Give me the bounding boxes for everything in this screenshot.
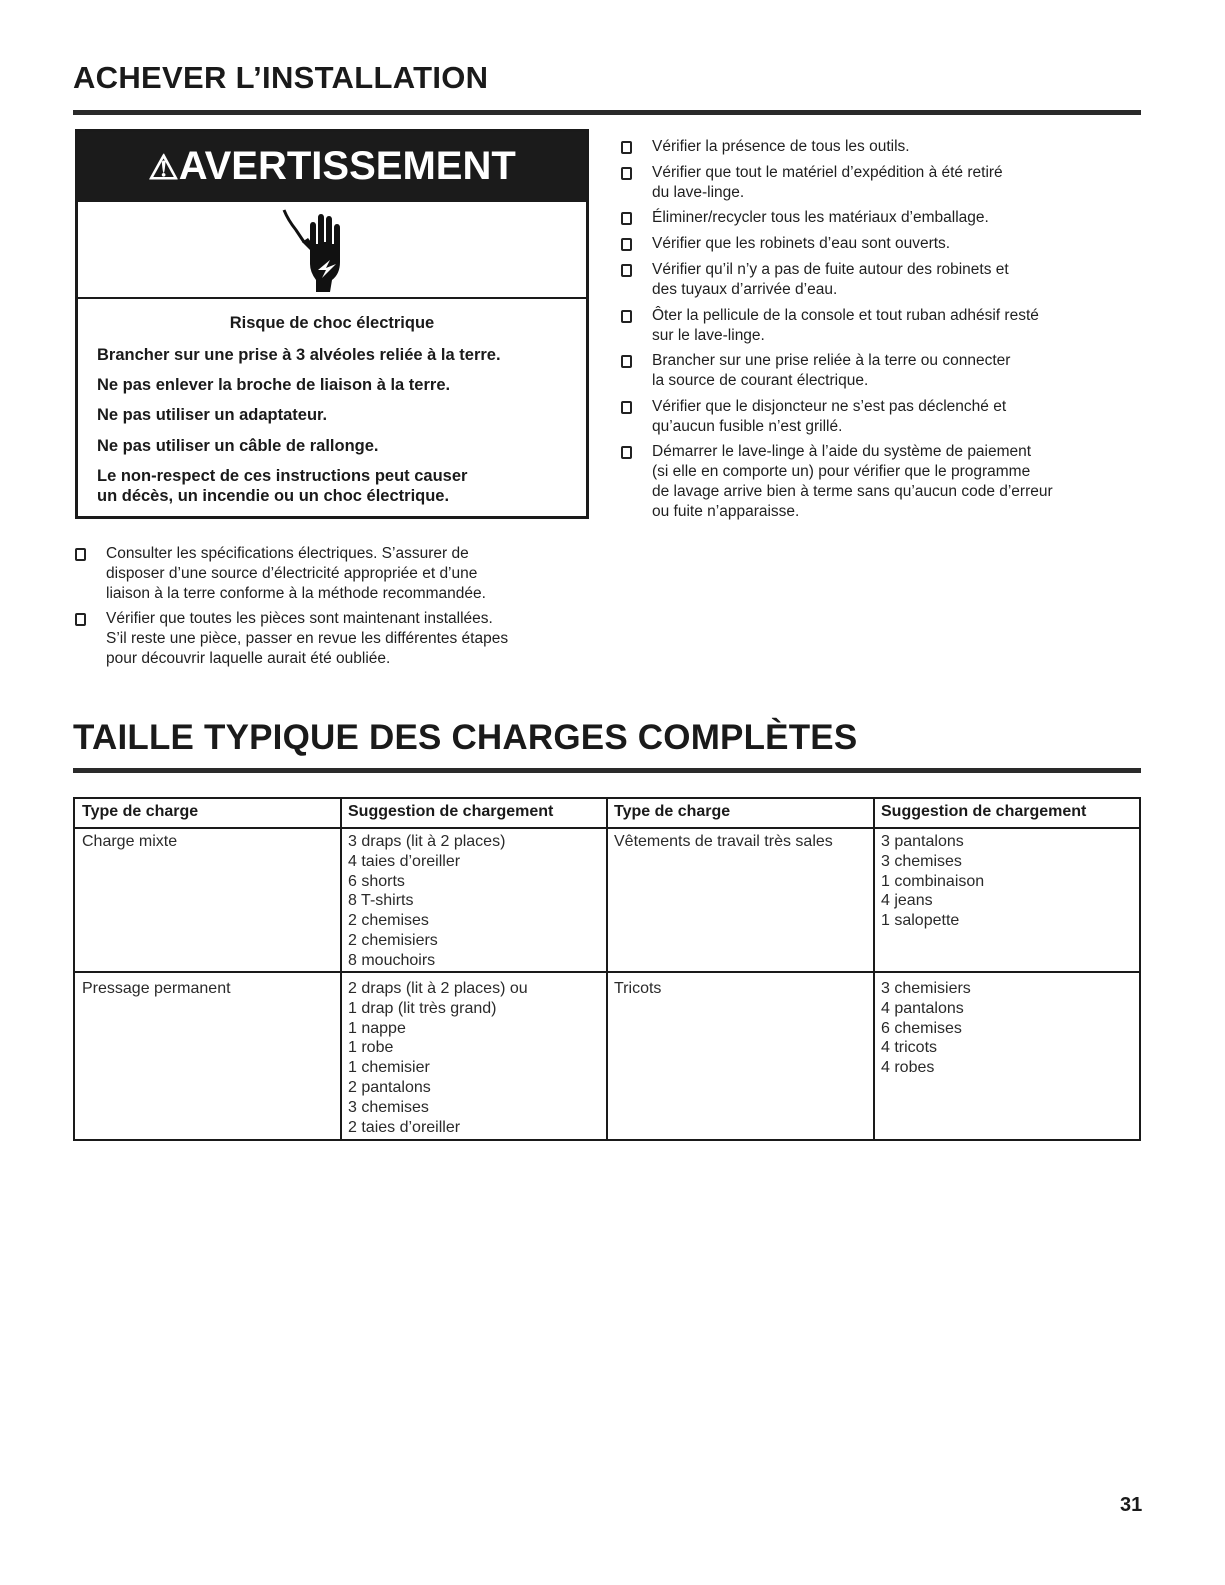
warning-line: Ne pas utiliser un câble de rallonge. [97, 437, 379, 455]
checklist-item: Vérifier que les robinets d’eau sont ouverts. [621, 234, 950, 254]
checklist-item: Vérifier que toutes les pièces sont maintenant installées. S’il reste une pièce, passer en revue les différentes étapes pour découvrir laquelle aurait été oubliée. [75, 609, 508, 669]
warning-triangle-icon: ⚠ [148, 149, 179, 187]
table-cell-load-type: Tricots [614, 980, 662, 997]
table-cell-suggestion: 3 pantalons 3 chemises 1 combinaison 4 jeans 1 salopette [881, 833, 985, 930]
title-rule [73, 110, 1141, 115]
table-column-divider [606, 799, 608, 1139]
warning-line: Brancher sur une prise à 3 alvéoles reliée à la terre. [97, 346, 501, 364]
checklist-item: Vérifier qu’il n’y a pas de fuite autour des robinets et des tuyaux d’arrivée d’eau. [621, 260, 1009, 300]
checklist-item: Éliminer/recycler tous les matériaux d’emballage. [621, 208, 989, 228]
warning-line: Le non-respect de ces instructions peut causer [97, 467, 468, 485]
checkbox-icon[interactable] [621, 310, 632, 323]
electric-shock-hand-icon [282, 208, 348, 292]
table-row-divider [75, 827, 1139, 829]
table-column-divider [340, 799, 342, 1139]
table-cell-suggestion: 2 draps (lit à 2 places) ou 1 drap (lit très grand) 1 nappe 1 robe 1 chemisier 2 pantalons 3 chemises 2 taies d’oreiller [348, 980, 528, 1136]
table-cell-load-type: Pressage permanent [82, 980, 231, 997]
checkbox-icon[interactable] [621, 264, 632, 277]
checkbox-icon[interactable] [621, 401, 632, 414]
warning-signal-word: ⚠AVERTISSEMENT [148, 144, 516, 188]
page-number: 31 [1120, 1494, 1143, 1516]
title-rule [73, 768, 1141, 773]
warning-line: Ne pas enlever la broche de liaison à la terre. [97, 376, 451, 394]
checklist-item: Vérifier la présence de tous les outils. [621, 137, 910, 157]
table-row-divider [75, 971, 1139, 973]
warning-icon-area [78, 202, 586, 299]
checkbox-icon[interactable] [621, 167, 632, 180]
warning-line: un décès, un incendie ou un choc électrique. [97, 487, 450, 505]
section-title-loads: TAILLE TYPIQUE DES CHARGES COMPLÈTES [73, 718, 858, 757]
checklist-item: Vérifier que tout le matériel d’expédition à été retiré du lave-linge. [621, 163, 1003, 203]
table-header: Type de charge [82, 803, 199, 820]
checkbox-icon[interactable] [621, 446, 632, 459]
warning-header [78, 132, 586, 202]
warning-heading: Risque de choc électrique [229, 314, 435, 332]
checkbox-icon[interactable] [75, 548, 86, 561]
load-size-table [73, 797, 1141, 1141]
checkbox-icon[interactable] [621, 238, 632, 251]
table-cell-suggestion: 3 draps (lit à 2 places) 4 taies d’oreiller 6 shorts 8 T-shirts 2 chemises 2 chemisiers 8 mouchoirs [348, 833, 506, 969]
table-cell-load-type: Vêtements de travail très sales [614, 833, 833, 850]
checkbox-icon[interactable] [621, 355, 632, 368]
table-header: Suggestion de chargement [881, 803, 1087, 820]
checklist-item: Démarrer le lave-linge à l’aide du système de paiement (si elle en comporte un) pour vérifier que le programme de lavage arrive bien à terme sans qu’aucun code d’erreur ou fuite n’apparaisse. [621, 442, 1053, 522]
checklist-item: Vérifier que le disjoncteur ne s’est pas déclenché et qu’aucun fusible n’est grillé. [621, 397, 1006, 437]
warning-box [75, 129, 589, 519]
table-header: Type de charge [614, 803, 731, 820]
checklist-item: Brancher sur une prise reliée à la terre ou connecter la source de courant électrique. [621, 351, 1010, 391]
warning-line: Ne pas utiliser un adaptateur. [97, 406, 328, 424]
table-cell-suggestion: 3 chemisiers 4 pantalons 6 chemises 4 tricots 4 robes [881, 980, 971, 1077]
checkbox-icon[interactable] [621, 212, 632, 225]
table-column-divider [873, 799, 875, 1139]
table-header: Suggestion de chargement [348, 803, 554, 820]
checklist-item: Ôter la pellicule de la console et tout ruban adhésif resté sur le lave-linge. [621, 306, 1039, 346]
checkbox-icon[interactable] [75, 613, 86, 626]
section-title-installation: ACHEVER L’INSTALLATION [73, 60, 489, 95]
checklist-item: Consulter les spécifications électriques. S’assurer de disposer d’une source d’électricité appropriée et d’une liaison à la terre conforme à la méthode recommandée. [75, 544, 486, 604]
table-cell-load-type: Charge mixte [82, 833, 178, 850]
checkbox-icon[interactable] [621, 141, 632, 154]
